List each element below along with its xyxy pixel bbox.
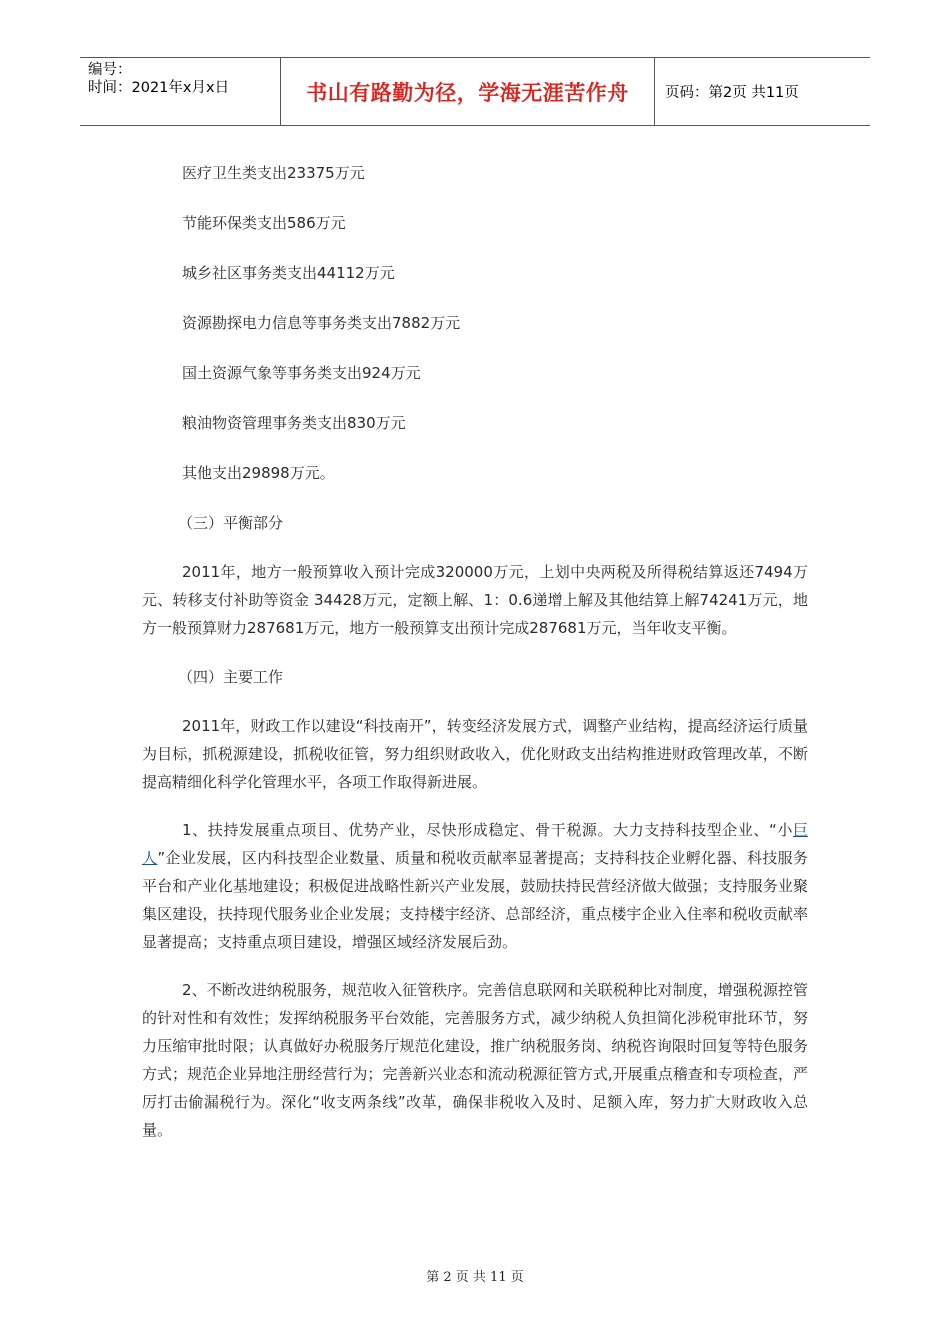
time-label: 时间：2021年x月x日 bbox=[88, 80, 230, 96]
document-body bbox=[142, 158, 808, 1164]
section-heading-main-work: （四）主要工作 bbox=[178, 668, 284, 686]
header-motto: 书山有路勤为径，学海无涯苦作舟 bbox=[281, 58, 655, 125]
expense-item: 其他支出29898万元。 bbox=[182, 464, 335, 482]
header-page-info: 页码：第2页 共11页 bbox=[665, 85, 799, 101]
balance-paragraph: 2011年，地方一般预算收入预计完成320000万元，上划中央两税及所得税结算返还7494万元、转移支付补助等资金 34428万元，定额上解、1：0.6递增上解及其他结算上解74241万元，地方一般预算财力287681万元，地方一般预算支出预计完成287681万元，当年收支平衡。 bbox=[142, 563, 808, 637]
serial-number-label: 编号： bbox=[88, 62, 132, 78]
main-work-paragraph: 2011年，财政工作以建设“科技南开”，转变经济发展方式，调整产业结构，提高经济运行质量为目标，抓税源建设，抓税收征管，努力组织财政收入，优化财政支出结构推进财政管理改革，不断提高精细化科学化管理水平，各项工作取得新进展。 bbox=[142, 717, 808, 791]
header-meta bbox=[80, 58, 281, 125]
expense-item: 节能环保类支出586万元 bbox=[182, 214, 346, 232]
page-footer: 第 2 页 共 11 页 bbox=[426, 1270, 524, 1285]
section-heading-balance: （三）平衡部分 bbox=[178, 514, 284, 532]
work-item-1 bbox=[142, 816, 808, 956]
work-item-1-text-b: ”企业发展，区内科技型企业数量、质量和税收贡献率显著提高；支持科技企业孵化器、科技服务平台和产业化基地建设；积极促进战略性新兴产业发展，鼓励扶持民营经济做大做强；支持服务业聚集区建设，扶持现代服务业企业发展；支持楼宇经济、总部经济，重点楼宇企业入住率和税收贡献率显著提高；支持重点项目建设，增强区域经济发展后劲。 bbox=[142, 849, 808, 951]
work-item-1-text-a: 1、扶持发展重点项目、优势产业，尽快形成稳定、骨干税源。大力支持科技型企业、“小 bbox=[182, 821, 793, 839]
giant-link[interactable]: 巨人 bbox=[142, 821, 808, 867]
expense-item: 城乡社区事务类支出44112万元 bbox=[182, 264, 395, 282]
work-item-2: 2、不断改进纳税服务，规范收入征管秩序。完善信息联网和关联税种比对制度，增强税源控管的针对性和有效性；发挥纳税服务平台效能，完善服务方式，减少纳税人负担简化涉税审批环节，努力压缩审批时限；认真做好办税服务厅规范化建设，推广纳税服务岗、纳税咨询限时回复等特色服务方式；规范企业异地注册经营行为；完善新兴业态和流动税源征管方式,开展重点稽查和专项检查，严厉打击偷漏税行为。深化“收支两条线”改革，确保非税收入及时、足额入库，努力扩大财政收入总量。 bbox=[142, 981, 808, 1139]
expense-item: 资源勘探电力信息等事务类支出7882万元 bbox=[182, 314, 461, 332]
expense-item: 国土资源气象等事务类支出924万元 bbox=[182, 364, 421, 382]
expense-item: 医疗卫生类支出23375万元 bbox=[182, 164, 365, 182]
expense-item: 粮油物资管理事务类支出830万元 bbox=[182, 414, 406, 432]
page-header bbox=[80, 57, 870, 126]
